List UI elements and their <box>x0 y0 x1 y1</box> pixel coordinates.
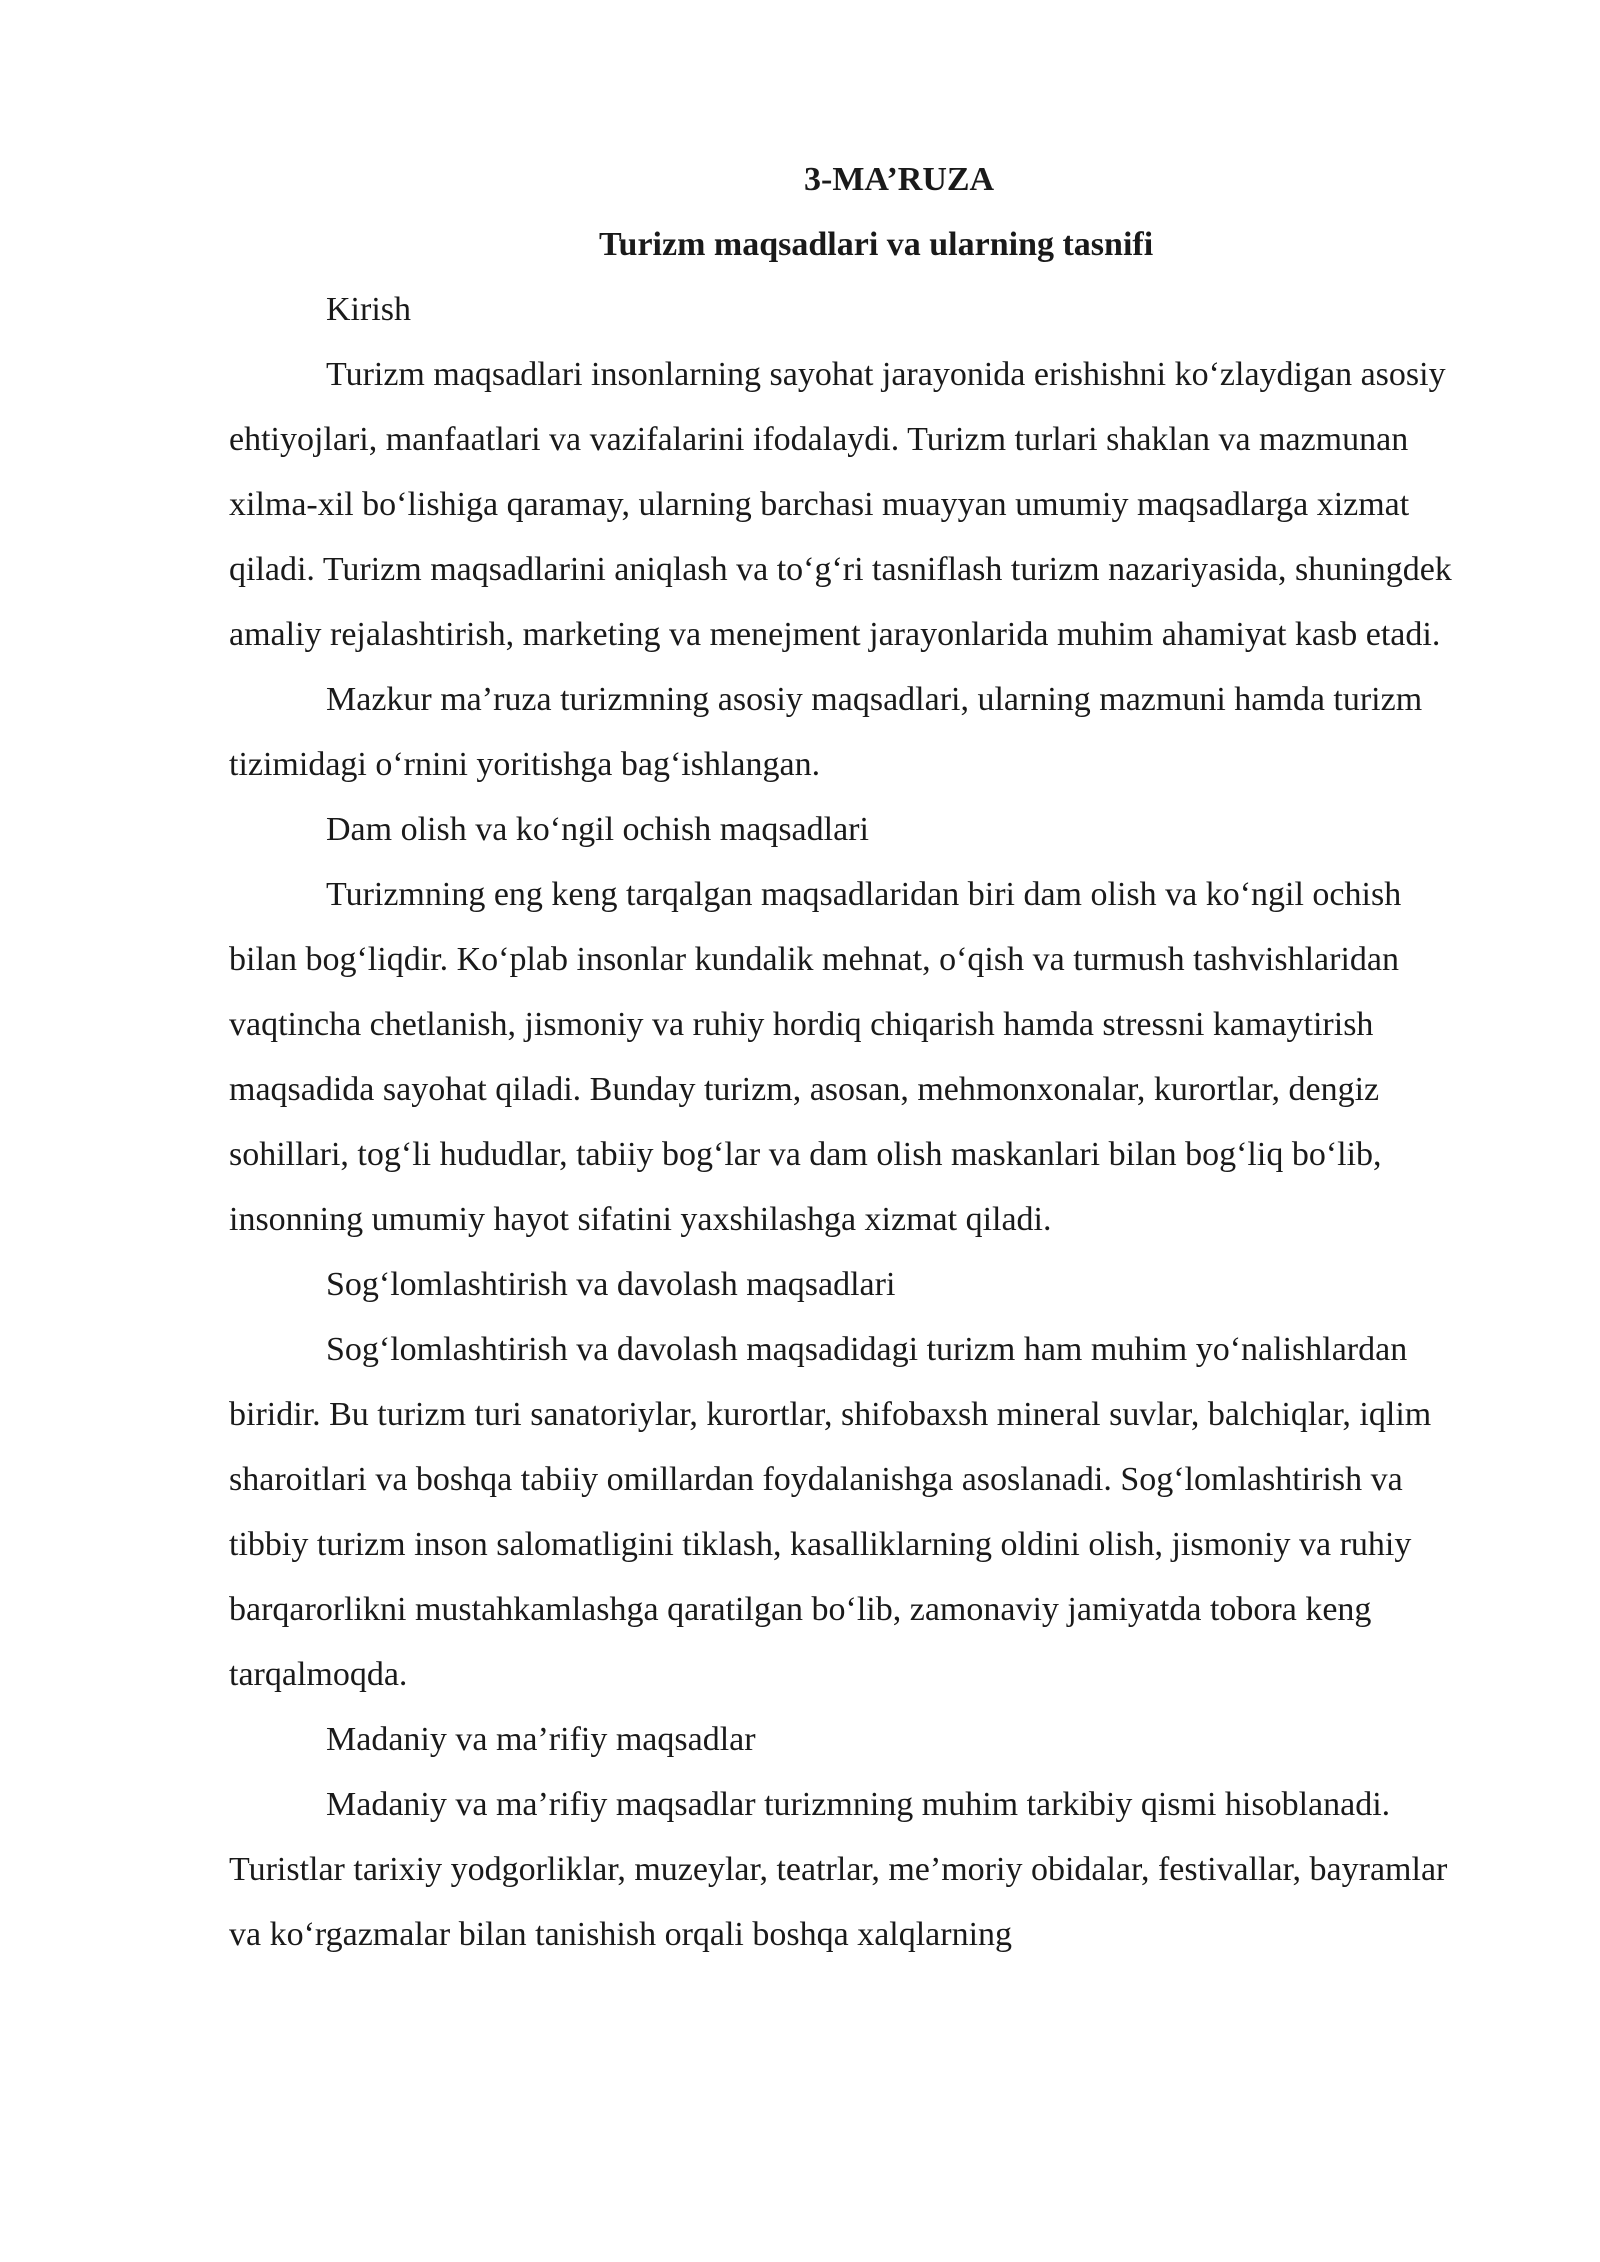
paragraph: Turizmning eng keng tarqalgan maqsadlaridan biri dam olish va ko‘ngil ochish bilan bog‘liqdir. Ko‘plab insonlar kundalik mehnat, o‘qish va turmush tashvishlaridan vaqtincha chetlanish, jismoniy va ruhiy hordiq chiqarish hamda stressni kamaytirish maqsadida sayohat qiladi. Bunday turizm, asosan, mehmonxonalar, kurortlar, dengiz sohillari, tog‘li hududlar, tabiiy bog‘lar va dam olish maskanlari bilan bog‘liq bo‘lib, insonning umumiy hayot sifatini yaxshilashga xizmat qiladi. <box>229 876 1402 1238</box>
paragraph: Turizm maqsadlari insonlarning sayohat jarayonida erishishni ko‘zlaydigan asosiy ehtiyojlari, manfaatlari va vazifalarini ifodalaydi. Turizm turlari shaklan va mazmunan xilma-xil bo‘lishiga qaramay, ularning barchasi muayyan umumiy maqsadlarga xizmat qiladi. Turizm maqsadlarini aniqlash va to‘g‘ri tasniflash turizm nazariyasida, shuningdek amaliy rejalashtirish, marketing va menejment jarayonlarida muhim ahamiyat kasb etadi. <box>229 356 1452 653</box>
paragraph: Mazkur ma’ruza turizmning asosiy maqsadlari, ularning mazmuni hamda turizm tizimidagi o‘rnini yoritishga bag‘ishlangan. <box>229 681 1423 783</box>
section-heading-recreation: Dam olish va ko‘ngil ochish maqsadlari <box>326 811 869 848</box>
section-heading-health: Sog‘lomlashtirish va davolash maqsadlari <box>326 1266 896 1303</box>
lecture-number: 3-MA’RUZA <box>804 161 995 198</box>
lecture-title: Turizm maqsadlari va ularning tasnifi <box>599 226 1154 263</box>
document-body <box>229 147 1475 1967</box>
section-heading-introduction: Kirish <box>326 291 411 328</box>
section-heading-cultural: Madaniy va ma’rifiy maqsadlar <box>326 1721 756 1758</box>
paragraph: Madaniy va ma’rifiy maqsadlar turizmning muhim tarkibiy qismi hisoblanadi. Turistlar tarixiy yodgorliklar, muzeylar, teatrlar, me’moriy obidalar, festivallar, bayramlar va ko‘rgazmalar bilan tanishish orqali boshqa xalqlarning <box>229 1786 1448 1953</box>
paragraph: Sog‘lomlashtirish va davolash maqsadidagi turizm ham muhim yo‘nalishlardan biridir. Bu turizm turi sanatoriylar, kurortlar, shifobaxsh mineral suvlar, balchiqlar, iqlim sharoitlari va boshqa tabiiy omillardan foydalanishga asoslanadi. Sog‘lomlashtirish va tibbiy turizm inson salomatligini tiklash, kasalliklarning oldini olish, jismoniy va ruhiy barqarorlikni mustahkamlashga qaratilgan bo‘lib, zamonaviy jamiyatda tobora keng tarqalmoqda. <box>229 1331 1432 1693</box>
